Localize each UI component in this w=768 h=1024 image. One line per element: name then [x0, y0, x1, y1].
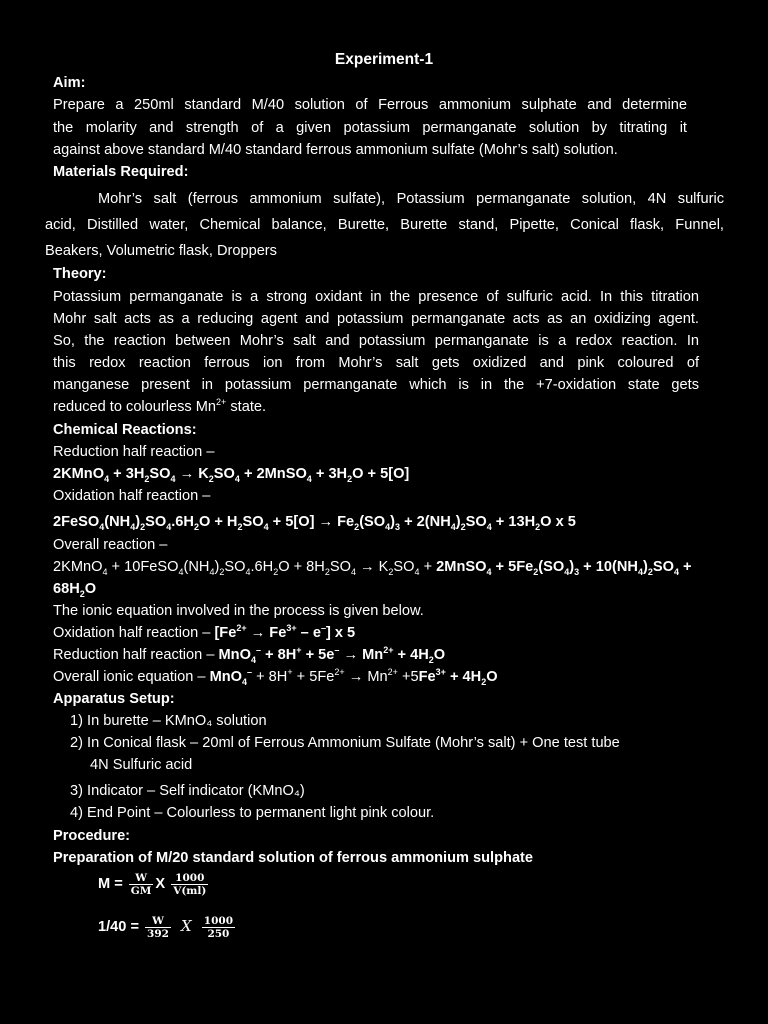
- ionic-oxidation: Oxidation half reaction – $[Fe^{2+} \to Fe^{3+} - e^-]$ x 5: [53, 623, 356, 641]
- reduction-equation: 2KMnO$_4$ + $3H_2SO_4 \to K_2SO_4$ + 2MnSO$_4$ + $3H_2O + 5[O]$: [53, 466, 410, 484]
- materials-line-3: Beakers, Volumetric flask, Droppers: [45, 243, 277, 259]
- theory-line-6: reduced to colourless $Mn^{2+}$ state.: [53, 397, 267, 415]
- materials-line-1: Mohr’s salt (ferrous ammonium sulfate), Potassium permanganate solution, 4N sulfuric: [98, 191, 724, 207]
- apparatus-item-1: 1) In burette – KMnO₄ solution: [70, 713, 267, 729]
- reduction-label: Reduction half reaction –: [53, 444, 215, 460]
- overall-equation-line-1: 2KMnO$_4$ + $10FeSO_4(NH_4)_2SO_4.6H_2O + 8H_2SO_4 \to K_2SO_4$ + 2MnSO$_4$ + $5Fe_2(SO_4)_3 + 10(NH_4)_2SO_4$ +: [53, 559, 692, 577]
- ionic-overall: Overall ionic equation – $MnO_4^- + 8H^+ + 5Fe^{2+} \to Mn^{2+} +5Fe^{3+} + 4H_2O$: [53, 667, 498, 687]
- oxidation-equation: $2FeSO_4(NH_4)_2SO_4.6H_2O + H_2SO_4 + 5[O] \to Fe_2(SO_4)_3 + 2(NH_4)_2SO_4 + 13H_2O$ x 5: [53, 514, 576, 532]
- aim-line-1: Prepare a 250ml standard M/40 solution of Ferrous ammonium sulphate and determine: [53, 97, 687, 113]
- apparatus-item-3: 3) Indicator – Self indicator (KMnO₄): [70, 783, 305, 799]
- reactions-heading: Chemical Reactions:: [53, 422, 197, 438]
- theory-heading: Theory:: [53, 266, 107, 282]
- procedure-subheading: Preparation of M/20 standard solution of ferrous ammonium sulphate: [53, 850, 534, 866]
- theory-line-2: Mohr salt acts as a reducing agent and potassium permanganate acts as an oxidizing agent.: [53, 311, 699, 327]
- page-title: Experiment-1: [334, 51, 434, 68]
- apparatus-heading: Apparatus Setup:: [53, 691, 175, 707]
- oxidation-label: Oxidation half reaction –: [53, 488, 211, 504]
- molarity-formula: M = $\frac{W}{GM}$ X $\frac{1000}{V(ml)}$: [98, 871, 207, 897]
- theory-line-1: Potassium permanganate is a strong oxidant in the presence of sulfuric acid. In this titration: [53, 289, 699, 305]
- aim-line-2: the molarity and strength of a given potassium permanganate solution by titrating it: [53, 120, 687, 136]
- materials-heading: Materials Required:: [53, 164, 189, 180]
- overall-label: Overall reaction –: [53, 537, 168, 553]
- ionic-intro: The ionic equation involved in the process is given below.: [53, 603, 424, 619]
- theory-line-5: manganese present in potassium permanganate which is in the +7-oxidation state gets: [53, 377, 699, 393]
- materials-line-2: acid, Distilled water, Chemical balance, Burette, Burette stand, Pipette, Conical flask, Funnel,: [45, 217, 724, 233]
- overall-equation-line-2: $68H_2O$: [53, 581, 97, 599]
- theory-line-4: this redox reaction ferrous ion from Mohr’s salt gets oxidized and pink coloured of: [53, 355, 699, 371]
- procedure-heading: Procedure:: [53, 828, 131, 844]
- calculation-formula: 1/40 = $\frac{W}{392}$ X $\frac{1000}{250}$: [98, 914, 234, 940]
- apparatus-item-2-cont: 4N Sulfuric acid: [90, 757, 193, 773]
- fraction-1000-over-250: $\frac{1000}{250}$: [203, 914, 234, 940]
- fraction-w-over-392: $\frac{W}{392}$: [147, 914, 169, 940]
- theory-line-3: So, the reaction between Mohr’s salt and potassium permanganate is a redox reaction. In: [53, 333, 699, 349]
- fraction-1000-over-v: $\frac{1000}{V(ml)}$: [173, 871, 207, 897]
- ionic-reduction: Reduction half reaction – $MnO_4^- + 8H^+ + 5e^- \to Mn^{2+} + 4H_2O$: [53, 645, 446, 665]
- apparatus-item-4: 4) End Point – Colourless to permanent light pink colour.: [70, 805, 435, 821]
- aim-line-3: against above standard M/40 standard ferrous ammonium sulfate (Mohr’s salt) solution.: [53, 142, 618, 158]
- aim-heading: Aim:: [53, 75, 86, 91]
- fraction-w-over-gm: $\frac{W}{GM}$: [130, 871, 152, 897]
- apparatus-item-2: 2) In Conical flask – 20ml of Ferrous Ammonium Sulfate (Mohr’s salt) + One test tube: [70, 735, 620, 751]
